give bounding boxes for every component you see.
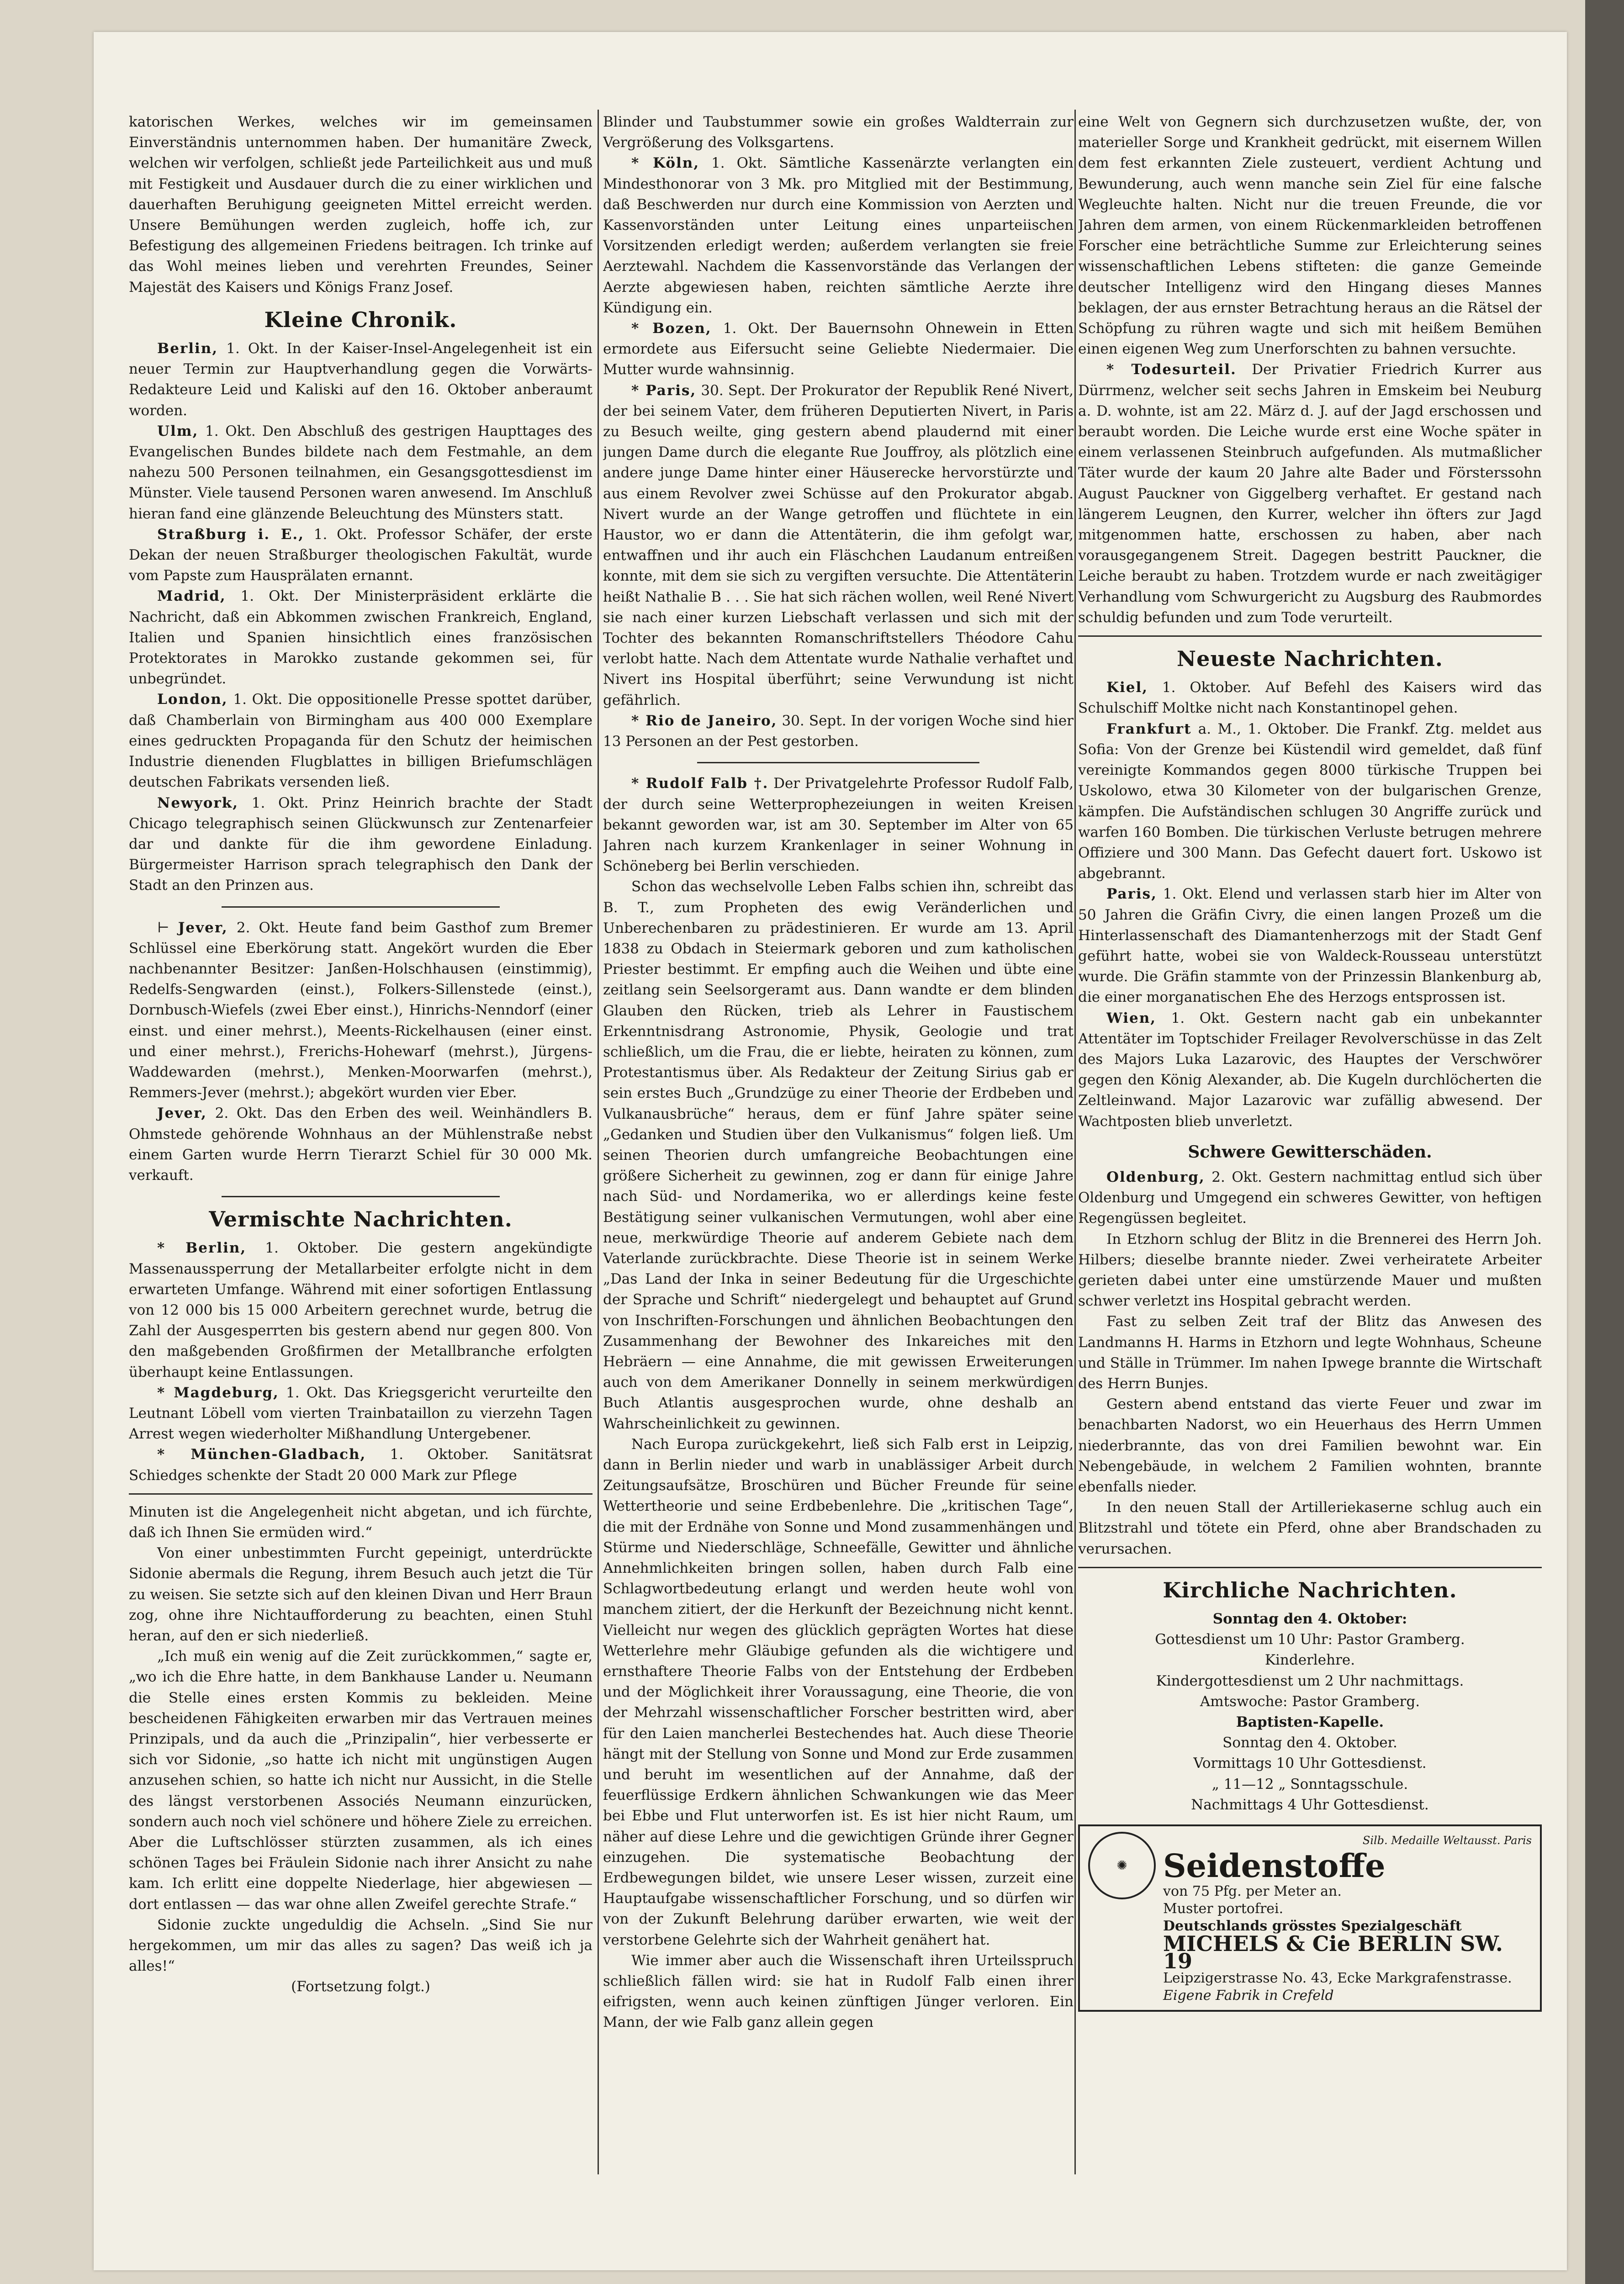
dateline: Oldenburg, bbox=[1106, 1168, 1205, 1185]
obituary-text: Der Privatgelehrte Professor Rudolf Falb, der durch seine Wetterprophezeiungen in weiten Kreisen bekannt geworden war, ist am 30. September im Alter von 65 Jahren nach kurzem Krankenlager in seiner Wohnung in Schöneberg bei Berlin verschieden. bbox=[603, 775, 1074, 875]
section-title-vermischte: Vermischte Nachrichten. bbox=[209, 1207, 513, 1232]
church-line: Gottesdienst um 10 Uhr: Pastor Gramberg. bbox=[1155, 1631, 1465, 1648]
dateline: * Todesurteil. bbox=[1106, 361, 1237, 378]
section-title-kirchliche: Kirchliche Nachrichten. bbox=[1163, 1577, 1457, 1602]
dateline: * Rudolf Falb †. bbox=[631, 775, 769, 792]
dateline: Newyork, bbox=[157, 794, 239, 811]
news-text: 1. Okt. Das Kriegsgericht verurteilte den Leutnant Löbell vom vierten Trainbataillon zu vierzehn Tagen Arrest wegen wiederholter Mißhandlung Untergebener. bbox=[129, 1384, 592, 1443]
serial-paragraph: „Ich muß ein wenig auf die Zeit zurückkommen,“ sagte er, „wo ich die Ehre hatte, in dem Bankhause Lander u. Neumann die Stelle eines ersten Kommis zu bekleiden. Meine bescheidenen Fähigkeiten erwarben mir das Vertrauen meines Prinzipals, und da auch die „Prinzipalin“, hier verbesserte er sich vor Sidonie, „so hatte ich nicht mit ungünstigen Augen anzusehen schien, so hatte ich nicht nur Aussicht, in die Stelle des längst verstorbenen Associés Neumann einzurücken, sondern auch noch viel schönere und höhere Ziele zu erreichen. Aber die Luftschlösser stürzten zusammen, als ich eines schönen Tages bei Fräulein Sidonie nach ihrer Ansicht zu nahe kam. Ich erlitt eine doppelte Niederlage, hier abgewiesen — dort entlassen — das war ohne allen Zweifel gerechte Strafe.“ bbox=[129, 1648, 592, 1913]
ad-medal-text: Silb. Medaille Weltausst. Paris bbox=[1362, 1834, 1532, 1847]
news-item bbox=[129, 1444, 592, 1486]
ad-specialty: Deutschlands grösstes Spezialgeschäft bbox=[1163, 1918, 1462, 1935]
section-title-neueste: Neueste Nachrichten. bbox=[1177, 646, 1443, 671]
news-text: 1. Okt. Gestern nacht gab ein unbekannter Attentäter im Toptschider Freilager Revolverschüsse in das Zelt des Majors Luka Lazarovic, des Hauptes der Verschwörer gegen den König Alexander, ab. Die Kugeln durchlöcherten die Zeltleinwand. Major Lazarovic war zufällig abwesend. Der Wachtposten blieb unverletzt. bbox=[1078, 1010, 1542, 1130]
news-item bbox=[1078, 1167, 1542, 1229]
church-line: Kinderlehre. bbox=[1264, 1652, 1355, 1669]
news-text: 1. Okt. Sämtliche Kassenärzte verlangten ein Mindesthonorar von 3 Mk. pro Mitglied mit der Bestimmung, daß Beschwerden nur durch eine Kommission von Aerzten und Kassenvorständen unter Leitung eines unparteiischen Vorsitzenden erledigt werden; außerdem verlangten sie freie Aerztewahl. Nachdem die Kassenvorstände das Verlangen der Aerzte abgewiesen haben, reichten sämtliche Aerzte ihre Kündigung ein. bbox=[603, 155, 1074, 316]
news-text: 1. Okt. Prinz Heinrich brachte der Stadt Chicago telegraphisch seinen Glückwunsch zur Zentenarfeier dar und dankte für die ihm gewordene Einladung. Bürgermeister Harrison sprach telegraphisch den Dank der Stadt an den Prinzen aus. bbox=[129, 794, 592, 894]
column-2 bbox=[603, 112, 1074, 2236]
dateline: * Rio de Janeiro, bbox=[631, 712, 778, 729]
divider bbox=[697, 762, 979, 763]
church-subtitle: Baptisten-Kapelle. bbox=[1236, 1714, 1384, 1731]
news-item bbox=[603, 153, 1074, 318]
ad-factory: Eigene Fabrik in Crefeld bbox=[1163, 1988, 1334, 2004]
dateline: * Köln, bbox=[631, 155, 700, 172]
news-item bbox=[129, 338, 592, 421]
news-text: 1. Oktober. Auf Befehl des Kaisers wird das Schulschiff Moltke nicht nach Konstantinopel gehen. bbox=[1078, 679, 1542, 717]
news-text: 2. Okt. Das den Erben des weil. Weinhändlers B. Ohmstede gehörende Wohnhaus an der Mühlenstraße nebst einem Garten wurde Herrn Tierarzt Schiel für 30 000 Mk. verkauft. bbox=[129, 1105, 592, 1184]
news-item bbox=[129, 421, 592, 524]
dateline: Jever, bbox=[157, 1105, 207, 1122]
ad-headline: Seidenstoffe bbox=[1163, 1847, 1386, 1885]
dateline: Paris, bbox=[1106, 886, 1157, 903]
dateline: Wien, bbox=[1106, 1010, 1157, 1026]
news-text: 2. Okt. Gestern nachmittag entlud sich über Oldenburg und Umgegend ein schweres Gewitter, von heftigen Regengüssen begleitet. bbox=[1078, 1168, 1542, 1227]
church-line: Amtswoche: Pastor Gramberg. bbox=[1200, 1693, 1420, 1710]
dateline: * München-Gladbach, bbox=[157, 1446, 366, 1463]
dateline: London, bbox=[157, 691, 228, 708]
column-3 bbox=[1078, 112, 1542, 2236]
church-line: Vormittags 10 Uhr Gottesdienst. bbox=[1193, 1755, 1427, 1772]
news-item bbox=[129, 1103, 592, 1186]
obituary-item bbox=[603, 773, 1074, 877]
dateline: Berlin, bbox=[157, 340, 218, 357]
news-text: 2. Okt. Heute fand beim Gasthof zum Bremer Schlüssel eine Eberkörung statt. Angekört wurden die Eber nachbenannter Besitzer: Janßen-Holschhausen (einstimmig), Redelfs-Sengwarden (einst.), Folkers-Sillenstede (einst.), Dornbusch-Wiefels (zwei Eber einst.), Hinrichs-Nenndorf (einer einst. und einer mehrst.), Meents-Rickelhausen (einer einst. und einer mehrst.), Frerichs-Hohewarf (mehrst.), Jürgens-Waddewarden (mehrst.), Menken-Moorwarfen (mehrst.), Remmers-Jever (mehrst.); abgekört wurden vier Eber. bbox=[129, 919, 592, 1101]
news-text: 1. Okt. Der Bauernsohn Ohnewein in Etten ermordete aus Eifersucht seine Geliebte Niedermaier. Die Mutter wurde wahnsinnig. bbox=[603, 320, 1074, 378]
ad-firm: MICHELS & Cie BERLIN SW. 19 bbox=[1163, 1931, 1503, 1974]
news-item bbox=[1078, 884, 1542, 1008]
news-item bbox=[129, 793, 592, 896]
local-news-icon: ⊢ bbox=[157, 919, 169, 936]
ad-price: von 75 Pfg. per Meter an. bbox=[1163, 1883, 1342, 1900]
news-item bbox=[129, 1238, 592, 1382]
dateline: * Bozen, bbox=[631, 320, 712, 337]
serial-paragraph: Von einer unbestimmten Furcht gepeinigt, unterdrückte Sidonie abermals die Regung, ihrem Besuch auch jetzt die Tür zu weisen. Sie setzte sich auf den kleinen Divan und Herr Braun zog, ohne ihre Nichtaufforderung zu beachten, einen Stuhl heran, auf den er sich niederließ. bbox=[129, 1545, 592, 1644]
news-item bbox=[1078, 719, 1542, 884]
divider bbox=[222, 1196, 500, 1197]
advertisement-seidenstoffe bbox=[1078, 1824, 1542, 2012]
news-text: Der Privatier Friedrich Kurrer aus Dürrmenz, welcher seit sechs Jahren in Emskeim bei Neuburg a. D. wohnte, ist am 22. März d. J. auf der Jagd erschossen und beraubt worden. Die Leiche wurde erst eine Woche später in einem verlassenen Steinbruch aufgefunden. Als mutmaßlicher Täter wurde der kaum 20 Jahre alte Bader und Försterssohn August Pauckner von Giggelberg verhaftet. Er gestand nach längerem Leugnen, den Kurrer, welcher ihn öfters zur Jagd mitgenommen hatte, erschossen zu haben, aber nach vorausgegangenem Streit. Dagegen bestritt Pauckner, die Leiche beraubt zu haben. Trotzdem wurde er nach zweitägiger Verhandlung vom Schwurgericht zu Augsburg des Raubmordes schuldig befunden und zum Tode verurteilt. bbox=[1078, 361, 1542, 626]
section-title-kleine-chronik: Kleine Chronik. bbox=[264, 307, 457, 332]
church-line: „ 11—12 „ Sonntagsschule. bbox=[1211, 1776, 1408, 1792]
news-item bbox=[1078, 677, 1542, 719]
news-text: 1. Okt. Der Ministerpräsident erklärte die Nachricht, daß ein Abkommen zwischen Frankreich, England, Italien und Spanien hinsichtlich eines französischen Protektorates in Marokko zustande gekommen sei, für unbegründet. bbox=[129, 588, 592, 687]
news-text: 1. Okt. In der Kaiser-Insel-Angelegenheit ist ein neuer Termin zur Hauptverhandlung gegen die Vorwärts-Redakteure Leid und Kaliski auf den 16. Oktober anberaumt worden. bbox=[129, 340, 592, 419]
news-text: 1. Okt. Den Abschluß des gestrigen Haupttages des Evangelischen Bundes bildete nach dem Festmahle, an dem nahezu 500 Personen teilnahmen, ein Gesangsgottesdienst im Münster. Viele tausend Personen waren anwesend. Im Anschluß hieran fand eine glänzende Beleuchtung des Münsters statt. bbox=[129, 423, 592, 522]
column-1 bbox=[129, 112, 592, 2236]
column-rule-2 bbox=[1074, 110, 1076, 2174]
serial-paragraph: Sidonie zuckte ungeduldig die Achseln. „Sind Sie nur hergekommen, um mir das alles zu sagen? Das weiß ich ja alles!“ bbox=[129, 1916, 592, 1975]
dateline: Kiel, bbox=[1106, 679, 1148, 696]
church-date: Sonntag den 4. Oktober: bbox=[1212, 1611, 1407, 1628]
continued-note: (Fortsetzung folgt.) bbox=[291, 1978, 430, 1995]
ad-samples: Muster portofrei. bbox=[1163, 1901, 1284, 1917]
news-paragraph: In Etzhorn schlug der Blitz in die Brennerei des Herrn Joh. Hilbers; dieselbe brannte nieder. Zwei verheiratete Arbeiter gerieten dabei unter eine umstürzende Mauer und mußten schwer verletzt ins Hospital gebracht werden. bbox=[1078, 1231, 1542, 1310]
ad-logo bbox=[1088, 1832, 1157, 2004]
dateline: Ulm, bbox=[157, 423, 199, 439]
news-paragraph: In den neuen Stall der Artilleriekaserne schlug auch ein Blitzstrahl und tötete ein Pferd, ohne aber Brandschaden zu verursachen. bbox=[1078, 1499, 1542, 1557]
divider bbox=[1078, 635, 1542, 637]
news-item bbox=[1078, 360, 1542, 628]
news-item bbox=[603, 381, 1074, 711]
church-line: Sonntag den 4. Oktober. bbox=[1222, 1734, 1397, 1751]
news-item bbox=[129, 918, 592, 1104]
page-edge-shadow bbox=[1585, 0, 1624, 2284]
news-text: 1. Okt. Professor Schäfer, der erste Dekan der neuen Straßburger theologischen Fakultät, wurde vom Papste zum Hausprälaten ernannt. bbox=[129, 526, 592, 584]
intro-text: eine Welt von Gegnern sich durchzusetzen wußte, der, von materieller Sorge und Krankheit gedrückt, mit eisernem Willen dem fest erkannten Ziele zusteuert, verdient Achtung und Bewunderung, auch wenn manche sein Ziel für eine falsche Wegleuchte halten. Nicht nur die treuen Freunde, die vor Jahren dem armen, von einem Rückenmarkleiden betroffenen Forscher eine beträchtliche Summe zur Erleichterung seines wissenschaftlichen Lebens stifteten: die ganze Gemeinde deutscher Intelligenz wird den Hingang dieses Mannes beklagen, der aus ernster Betrachtung heraus an die Rätsel der Schöpfung zu rühren wagte und sich mit heißem Bemühen einen eigenen Weg zum Unerforschten zu bahnen versuchte. bbox=[1078, 114, 1542, 358]
obituary-paragraph: Nach Europa zurückgekehrt, ließ sich Falb erst in Leipzig, dann in Berlin nieder und warb in unablässiger Arbeit durch Zeitungsaufsätze, Broschüren und Bücher Freunde für seine Wettertheorie und seine Erdbebenlehre. Die „kritischen Tage“, die mit der Erdnähe von Sonne und Mond zusammenhängen und Stürme und Niederschläge, Schneefälle, Gewitter und ähnliche Annehmlichkeiten bringen sollen, haben durch Falb eine Schlagwortbedeutung erlangt und werden heute wohl von manchem zitiert, der die Herkunft der Bezeichnung nicht kennt. Vielleicht nur wegen des glücklich geprägten Wortes hat diese Wetterlehre mehr Gläubige gefunden als die wichtigere und ernsthaftere Theorie Falbs von der Entstehung der Erdbeben und der Möglichkeit ihrer Voraussagung, eine Theorie, die von der Mehrzahl wissenschaftlicher Forscher bestritten wird, aber für den Laien mancherlei Bestechendes hat. Auch diese Theorie hängt mit der Stellung von Sonne und Mond zur Erde zusammen und beruht im wesentlichen auf der Annahme, daß der feuerflüssige Erdkern ähnlichen Schwankungen wie das Meer bei Ebbe und Flut unterworfen ist. Es ist hier nicht Raum, um näher auf diese Lehre und die gewichtigen Gründe ihrer Gegner einzugehen. Die systematische Beobachtung der Erdbewegungen bildet, wie unsere Leser wissen, zurzeit eine Hauptaufgabe wissenschaftlicher Forschung, und so dürfen wir von der Zukunft Belehrung darüber erwarten, wie weit der verstorbene Gelehrte sich der Wahrheit genähert hat. bbox=[603, 1436, 1074, 1948]
news-paragraph: Fast zu selben Zeit traf der Blitz das Anwesen des Landmanns H. Harms in Etzhorn und legte Wohnhaus, Scheune und Ställe in Trümmer. Im nahen Ipwege brannte die Wirtschaft des Herrn Bunjes. bbox=[1078, 1313, 1542, 1392]
divider bbox=[222, 906, 500, 908]
news-text: 30. Sept. In der vorigen Woche sind hier 13 Personen an der Pest gestorben. bbox=[603, 712, 1074, 750]
news-text: 1. Oktober. Die gestern angekündigte Massenaussperrung der Metallarbeiter erfolgte nicht in dem erwarteten Umfange. Während mit einer sofortigen Entlassung von 12 000 bis 15 000 Arbeitern gerechnet wurde, betrug die Zahl der Ausgesperrten bis gestern abend nur gegen 800. Von den maßgebenden Großfirmen der Metallbranche erfolgten überhaupt keine Entlassungen. bbox=[129, 1240, 592, 1380]
intro-text: Blinder und Taubstummer sowie ein großes Waldterrain zur Vergrößerung des Volksgartens. bbox=[603, 114, 1074, 151]
news-item bbox=[603, 711, 1074, 752]
dateline: Jever, bbox=[178, 919, 228, 936]
dateline: Frankfurt bbox=[1106, 720, 1192, 737]
news-text: 1. Oktober. Sanitätsrat Schiedges schenkte der Stadt 20 000 Mark zur Pflege bbox=[129, 1446, 592, 1484]
news-item bbox=[129, 524, 592, 587]
intro-text: katorischen Werkes, welches wir im gemeinsamen Einverständnis unternommen haben. Der humanitäre Zweck, welchen wir verfolgen, schließt jede Parteilichkeit aus und muß mit Festigkeit und Ausdauer durch die zu einer wirklichen und dauerhaften Beruhigung geeigneten Mittel erreicht werden. Unsere Bemühungen werden zugleich, hoffe ich, zur Befestigung des allgemeinen Friedens beitragen. Ich trinke auf das Wohl meines lieben und verehrten Freundes, Seiner Majestät des Kaisers und Königs Franz Josef. bbox=[129, 114, 592, 296]
column-rule-1 bbox=[598, 110, 599, 2174]
news-item bbox=[129, 586, 592, 689]
dateline: * Magdeburg, bbox=[157, 1384, 279, 1401]
news-item bbox=[1078, 1008, 1542, 1132]
dateline: Madrid, bbox=[157, 588, 226, 605]
dateline: * Paris, bbox=[631, 382, 697, 399]
news-text: 1. Okt. Elend und verlassen starb hier im Alter von 50 Jahren die Gräfin Civry, die einen langen Prozeß um die Hinterlassenschaft des Diamantenherzogs mit der Stadt Genf geführt hatte, wobei sie von Waldeck-Rousseau unterstützt wurde. Die Gräfin stammte von der Prinzessin Blankenburg ab, die einer morganatischen Ehe des Herzogs entsprossen ist. bbox=[1078, 886, 1542, 1006]
news-item bbox=[129, 689, 592, 793]
ad-address: Leipzigerstrasse No. 43, Ecke Markgrafenstrasse. bbox=[1163, 1970, 1512, 1987]
news-item bbox=[129, 1383, 592, 1445]
church-line: Nachmittags 4 Uhr Gottesdienst. bbox=[1191, 1796, 1429, 1813]
serial-paragraph: Minuten ist die Angelegenheit nicht abgetan, und ich fürchte, daß ich Ihnen Sie ermüden wird.“ bbox=[129, 1503, 592, 1541]
dateline: Straßburg i. E., bbox=[157, 526, 305, 543]
news-item bbox=[603, 318, 1074, 381]
obituary-paragraph: Wie immer aber auch die Wissenschaft ihren Urteilsspruch schließlich fällen wird: sie hat in Rudolf Falb einen ihrer eifrigsten, wenn auch keinen zünftigen Jünger verloren. Ein Mann, der wie Falb ganz allein gegen bbox=[603, 1952, 1074, 2031]
dateline: * Berlin, bbox=[157, 1240, 247, 1257]
news-text: 1. Okt. Die oppositionelle Presse spottet darüber, daß Chamberlain von Birmingham aus 400 000 Exemplare eines gedruckten Propaganda für den Schutz der heimischen Industrie dienenden Flugblattes in billigen Briefumschlägen deutschen Fabrikats versenden ließ. bbox=[129, 691, 592, 791]
news-text: a. M., 1. Oktober. Die Frankf. Ztg. meldet aus Sofia: Von der Grenze bei Küstendil wird gemeldet, daß fünf vereinigte Kommandos gegen 8000 türkische Truppen bei Uskolowo, etwa 30 Kilometer von der bulgarischen Grenze, kämpfen. Die Aufständischen schlugen 30 Angriffe zurück und warfen 160 Bomben. Die türkischen Verluste betrugen mehrere Offiziere und 300 Mann. Das Gefecht dauert fort. Uskowo ist abgebrannt. bbox=[1078, 720, 1542, 882]
divider bbox=[1078, 1567, 1542, 1568]
news-paragraph: Gestern abend entstand das vierte Feuer und zwar im benachbarten Nadorst, wo ein Heuerhaus des Herrn Ummen niederbrannte, das von drei Familien bewohnt war. Ein Nebengebäude, in welchem 2 Familien wohnten, brannte ebenfalls nieder. bbox=[1078, 1396, 1542, 1495]
news-text: 30. Sept. Der Prokurator der Republik René Nivert, der bei seinem Vater, dem früheren Deputierten Nivert, in Paris zu Besuch weilte, ging gestern abend plaudernd mit einer jungen Dame durch die elegante Rue Jouffroy, als plötzlich eine andere junge Dame hinter einer Häuserecke hervorstürzte und aus einem Revolver zwei Schüsse auf den Prokurator abgab. Nivert wurde an der Wange getroffen und flüchtete in ein Haustor, wo er dann die Attentäterin, die ihm gefolgt war, entwaffnen und ihr auch ein Fläschchen Laudanum entreißen konnte, mit dem sie sich zu vergiften versuchte. Die Attentäterin heißt Nathalie B . . . Sie hat sich rächen wollen, weil René Nivert sie nach einer kurzen Liebschaft verlassen und sich mit der Tochter des bekannten Romanschriftstellers Théodore Cahu verlobt hatte. Nach dem Attentate wurde Nathalie verhaftet und Nivert ins Hospital überführt; seine Verwundung ist nicht gefährlich. bbox=[603, 382, 1074, 708]
obituary-paragraph: Schon das wechselvolle Leben Falbs schien ihn, schreibt das B. T., zum Propheten des ewig Veränderlichen und Unberechenbaren zu prädestinieren. Er wurde am 13. April 1838 zu Obdach in Steiermark geboren und zum katholischen Priester bestimmt. Er empfing auch die Weihen und übte eine zeitlang sein Seelsorgeramt aus. Dann wandte er dem blinden Glauben den Rücken, trieb als Lehrer in Faustischem Erkenntnisdrang Astronomie, Physik, Geologie und trat schließlich, um die Frau, die er liebte, heiraten zu können, zum Protestantismus über. Als Redakteur der Zeitung Sirius gab er sein erstes Buch „Grundzüge zu einer Theorie der Erdbeben und Vulkanausbrüche“ heraus, dem er fünf Jahre später seine „Gedanken und Studien über den Vulkanismus“ folgen ließ. Um seinen Theorien durch umfangreiche Beobachtungen eine größere Sicherheit zu gewinnen, zog er dann für einige Jahre nach Süd- und Nordamerika, wo er allerdings keine feste Bestätigung seiner vulkanischen Vermutungen, wohl aber eine neue, merkwürdige Theorie auf anderem Gebiete nach dem Vaterlande zurückbrachte. Diese Theorie ist in seinem Werke „Das Land der Inka in seiner Bedeutung für die Urgeschichte der Sprache und Schrift“ niedergelegt und behauptet auf Grund von Inschriften-Forschungen und ähnlichen Beobachtungen den Zusammenhang der Bewohner des Inkareiches mit den Hebräern — eine Annahme, die mit gewissen Erweiterungen auch von dem Amerikaner Donnelly in seinem merkwürdigen Buch Atlantis ausgesprochen wurde, ohne deshalb an Wahrscheinlichkeit zu gewinnen. bbox=[603, 878, 1074, 1432]
church-line: Kindergottesdienst um 2 Uhr nachmittags. bbox=[1156, 1672, 1464, 1689]
feuilleton-divider bbox=[129, 1493, 592, 1495]
medal-icon: ✺ bbox=[1088, 1832, 1156, 1899]
subsection-title-gewitter: Schwere Gewitterschäden. bbox=[1188, 1142, 1432, 1162]
ad-body bbox=[1163, 1832, 1532, 2004]
